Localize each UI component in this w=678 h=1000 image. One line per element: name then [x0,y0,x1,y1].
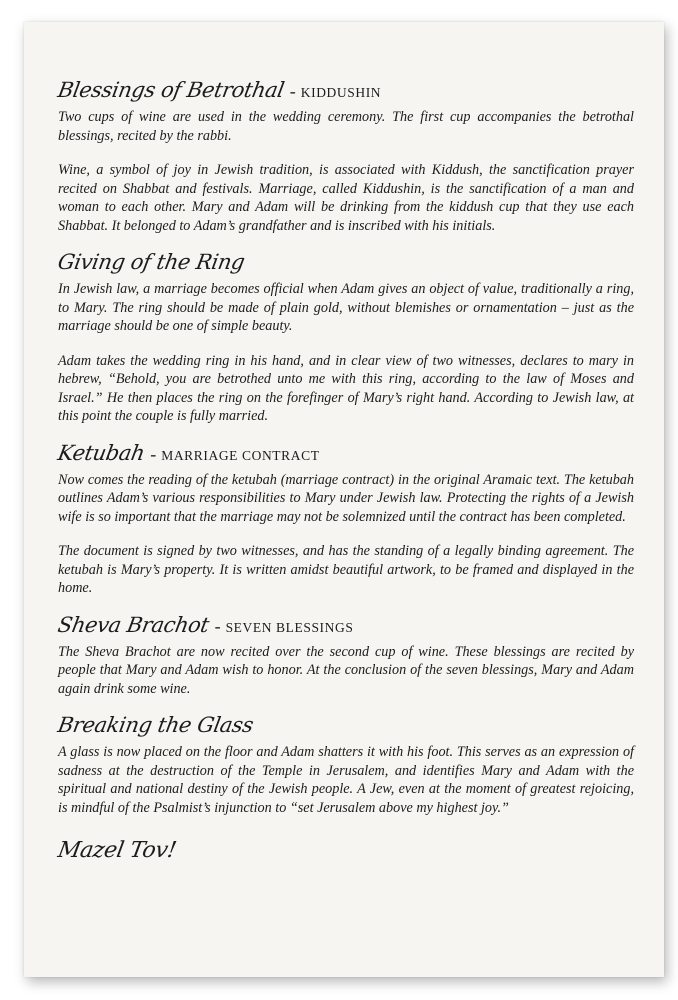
section-title: Breaking the Glass [55,713,256,738]
section-subtitle: KIDDUSHIN [300,85,382,100]
section-title: Ketubah [55,440,147,465]
paragraph: Wine, a symbol of joy in Jewish tradition, is associated with Kiddush, the sanctification prayer recited on Shabbat and festivals. Marriage, called Kiddushin, is the sanctification of a man and woman to each other. Mary and Adam will be drinking from the kiddush cup that they use each Shabbat. It belonged to Adam’s grandfather and is inscribed with his initials. [58,162,634,234]
paragraph: Two cups of wine are used in the wedding ceremony. The first cup accompanies the betrothal blessings, recited by the rabbi. [58,109,634,144]
closing-text: Mazel Tov! [55,838,179,864]
heading-dash: - [150,443,157,464]
paragraph: A glass is now placed on the floor and Adam shatters it with his foot. This serves as an expression of sadness at the destruction of the Temple in Jerusalem, and identifies Mary and Adam with the spiritual and national destiny of the Jewish people. A Jew, even at the moment of greatest rejoicing, is mindful of the Psalmist’s injunction to “set Jerusalem above my highest joy.” [58,744,634,816]
section-heading-ketubah [55,440,634,465]
section-heading-kiddushin [55,78,634,102]
paragraph: The Sheva Brachot are now recited over the second cup of wine. These blessings are recited by people that Mary and Adam wish to honor. At the conclusion of the seven blessings, Mary and Adam again drink some wine. [58,643,634,697]
heading-dash: - [289,81,296,101]
program-content [55,78,634,864]
section-title: Sheva Brachot [55,612,211,637]
closing-line [55,838,634,864]
heading-dash: - [214,615,221,636]
program-card [24,22,664,977]
section-heading-sheva-brachot [55,612,634,637]
paragraph: Now comes the reading of the ketubah (marriage contract) in the original Aramaic text. The ketubah outlines Adam’s various responsibilities to Mary under Jewish law. Protecting the rights of a Jewish wife is so important that the marriage may not be solemnized until the contract has been completed. [58,471,634,525]
section-heading-ring [55,250,634,275]
paragraph: Adam takes the wedding ring in his hand, and in clear view of two witnesses, declares to mary in hebrew, “Behold, you are betrothed unto me with this ring, according to the law of Moses and Israel.” He then places the ring on the forefinger of Mary’s right hand. According to Jewish law, at this point the couple is fully married. [58,352,634,425]
section-subtitle: SEVEN BLESSINGS [225,619,354,635]
section-heading-breaking-glass [55,713,634,738]
paragraph: In Jewish law, a marriage becomes official when Adam gives an object of value, traditionally a ring, to Mary. The ring should be made of plain gold, without blemishes or ornamentation – just as the marriage should be one of simple beauty. [58,281,634,335]
section-title: Blessings of Betrothal [55,78,286,102]
section-title: Giving of the Ring [55,250,247,275]
paragraph: The document is signed by two witnesses, and has the standing of a legally binding agreement. The ketubah is Mary’s property. It is written amidst beautiful artwork, to be framed and displayed in the home. [58,543,634,597]
section-subtitle: MARRIAGE CONTRACT [161,447,320,463]
